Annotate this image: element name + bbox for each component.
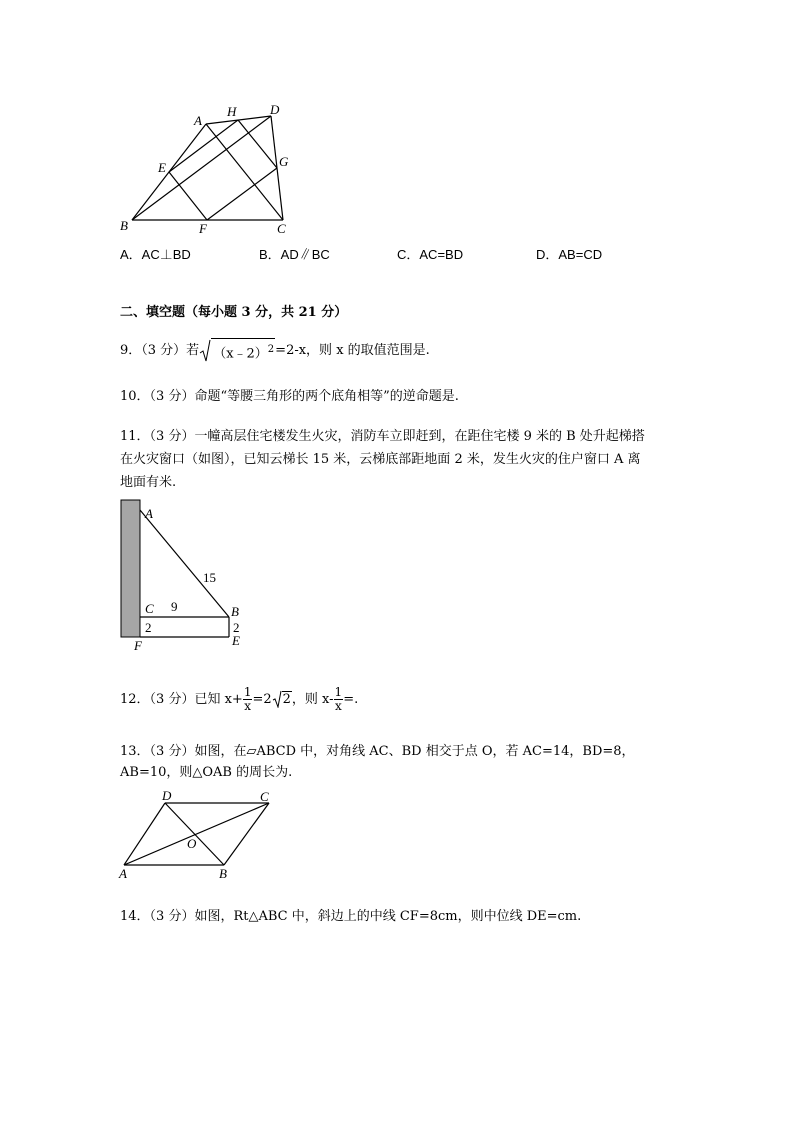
fig2-label-b: B	[231, 604, 239, 619]
fig1-label-h: H	[227, 104, 237, 119]
q12-frac2-den: x	[334, 699, 342, 713]
option-c: C．AC=BD	[397, 247, 464, 262]
fig3-label-a: A	[119, 866, 127, 881]
q12-frac1-num: 1	[243, 685, 252, 699]
q12-sqrt	[272, 690, 292, 709]
q12-prefix: 12．（3 分）已知 x+	[120, 692, 243, 707]
fig2-label-2-left: 2	[145, 620, 152, 635]
question-10: 10．（3 分）命题“等腰三角形的两个底角相等”的逆命题是.	[120, 389, 459, 404]
fig1-label-b: B	[120, 218, 128, 233]
fig2-label-9: 9	[171, 599, 178, 614]
fig2-label-e: E	[232, 633, 240, 648]
fig3-label-c: C	[260, 789, 269, 804]
fig2-label-15: 15	[203, 570, 216, 585]
fig3-label-b: B	[219, 866, 227, 881]
question-14: 14．（3 分）如图，Rt△ABC 中，斜边上的中线 CF=8cm，则中位线 DE=cm.	[120, 909, 582, 924]
question-12	[120, 686, 358, 713]
option-d: D．AB=CD	[536, 247, 603, 262]
q12-eq: =2	[252, 692, 272, 707]
fig3-label-o: O	[187, 836, 197, 851]
fig3-label-d: D	[162, 788, 172, 803]
q12-frac1-den: x	[244, 699, 252, 713]
q12-end: =.	[343, 692, 359, 707]
fig1-label-a: A	[194, 113, 202, 128]
figure-quadrilateral	[112, 100, 302, 240]
q9-prefix: 9．（3 分）若	[120, 343, 200, 359]
fig2-label-c: C	[145, 601, 154, 616]
fig1-label-g: G	[279, 154, 289, 169]
question-11-line-2: 在火灾窗口（如图），已知云梯长 15 米，云梯底部距地面 2 米，发生火灾的住户窗口 A 离	[120, 452, 641, 467]
figure-parallelogram	[112, 786, 282, 886]
question-11-line-3: 地面有米.	[120, 475, 177, 490]
question-13-line-2: AB=10，则△OAB 的周长为.	[120, 765, 293, 780]
figure-ladder	[112, 496, 252, 656]
sqrt-sign-icon	[199, 339, 211, 363]
q12-frac2-num: 1	[334, 685, 343, 699]
question-13-line-1: 13．（3 分）如图，在▱ABCD 中，对角线 AC、BD 相交于点 O，若 AC=14，BD=8，	[120, 744, 635, 759]
question-11-line-1: 11．（3 分）一幢高层住宅楼发生火灾，消防车立即赶到，在距住宅楼 9 米的 B 处升起梯搭	[120, 429, 645, 444]
q12-sqrt-value: 2	[282, 692, 291, 708]
fig1-label-d: D	[270, 102, 280, 117]
q9-suffix: =2-x，则 x 的取值范围是.	[275, 343, 430, 359]
fig2-label-f: F	[134, 638, 142, 653]
q9-exponent: 2	[267, 344, 275, 355]
option-a: A．AC⊥BD	[120, 247, 191, 262]
fig1-label-c: C	[277, 221, 286, 236]
q12-fraction-1	[243, 686, 253, 713]
fig2-label-a: A	[145, 506, 153, 521]
fig1-label-f: F	[199, 221, 207, 236]
section-heading: 二、填空题（每小题 3 分，共 21 分）	[120, 305, 348, 320]
q9-radicand: （x﹣2）	[213, 346, 268, 362]
q9-sqrt	[199, 338, 275, 363]
option-b: B．AD∥BC	[259, 247, 330, 262]
q12-fraction-2	[334, 686, 344, 713]
q12-mid: ，则 x-	[291, 692, 334, 707]
question-9	[120, 338, 430, 363]
sqrt-sign-icon	[272, 690, 282, 708]
fig2-label-2-right: 2	[233, 620, 240, 635]
fig1-label-e: E	[158, 160, 166, 175]
